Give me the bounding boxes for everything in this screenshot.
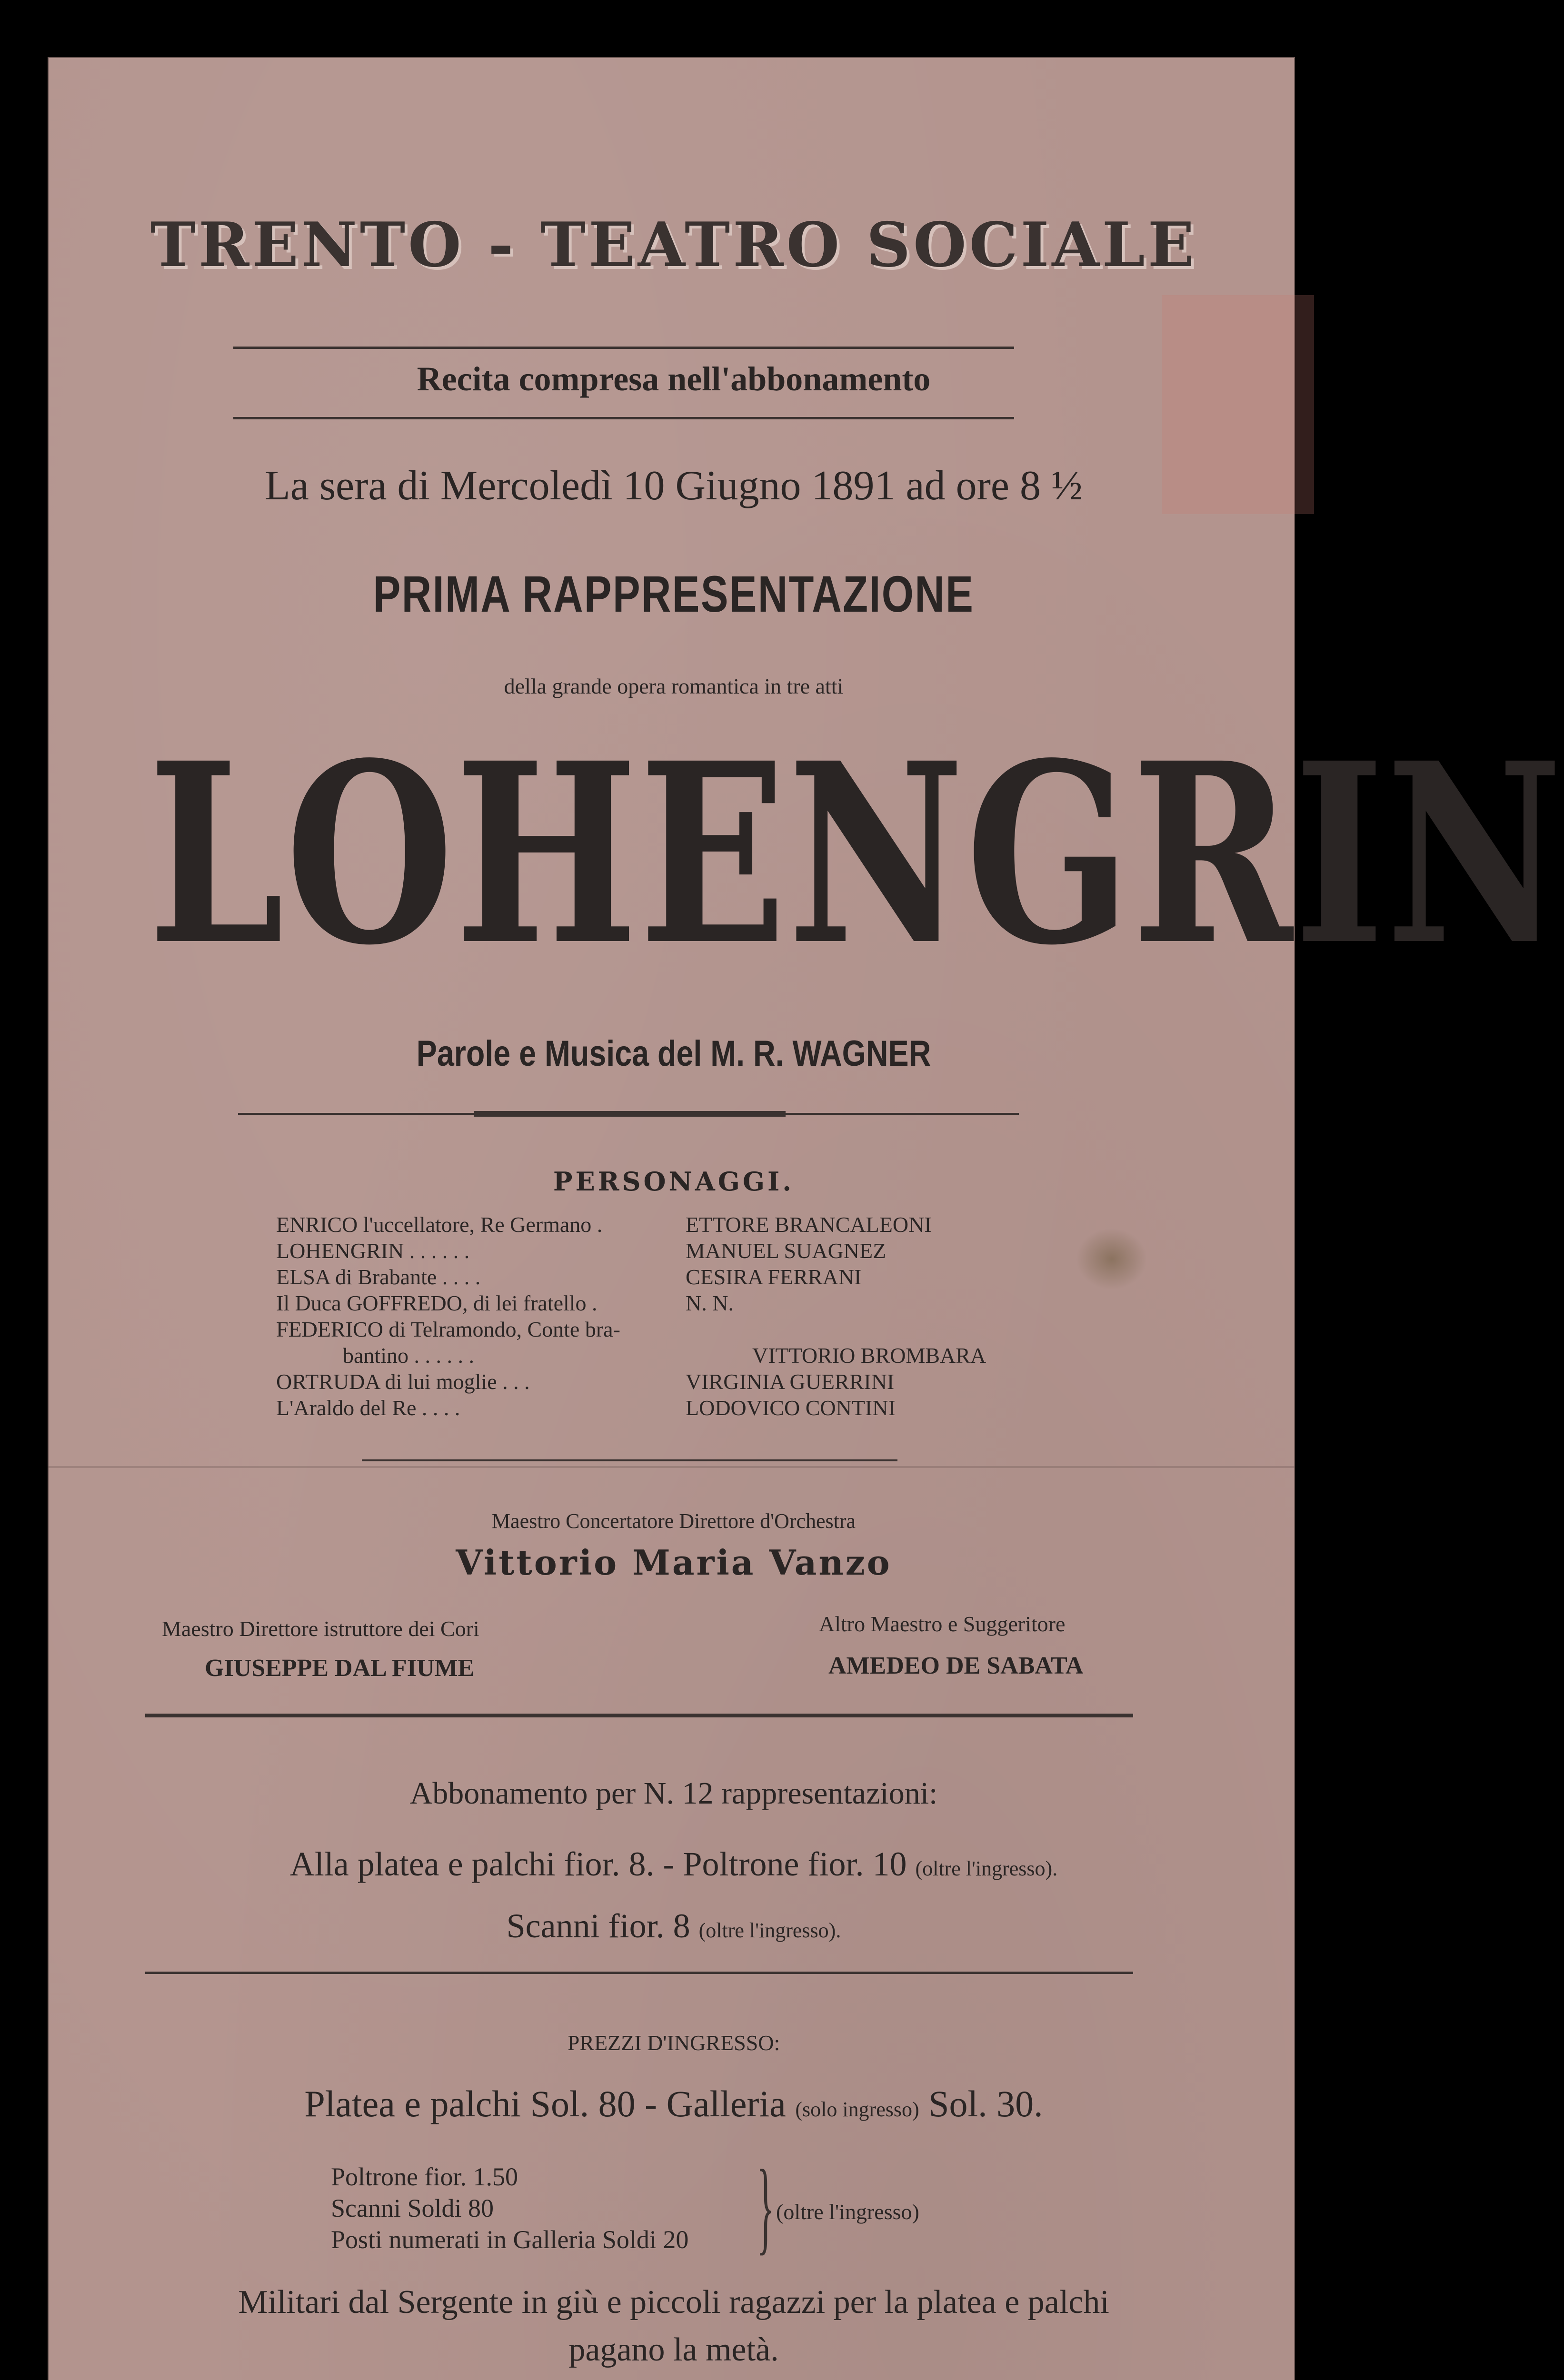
cast-role: ENRICO l'uccellatore, Re Germano . [276,1212,603,1237]
theatre-heading: TRENTO - TEATRO SOCIALE [150,209,1197,281]
cast-actor: CESIRA FERRANI [686,1265,862,1289]
brace-icon: } [757,2148,775,2264]
cast-row [276,1342,1133,1368]
price-item: Scanni Soldi 80 [331,2194,494,2222]
cast-actor: VIRGINIA GUERRINI [686,1369,895,1394]
subscription-line-2-text: Scanni fior. 8 [506,1907,690,1945]
prices-main-b: Sol. 30. [928,2083,1043,2124]
subscription-line-2-note: (oltre l'ingresso). [698,1919,841,1942]
cast-role: Il Duca GOFFREDO, di lei fratello . [276,1291,598,1315]
divider-composer-bold [474,1111,786,1117]
cast-role: ORTRUDA di lui moglie . . . [276,1369,530,1394]
prices-main-note: (solo ingresso) [795,2098,919,2121]
cast-actor: ETTORE BRANCALEONI [686,1212,932,1237]
prices-heading: PREZZI D'INGRESSO: [567,2031,780,2055]
cast-row [276,1395,1133,1421]
cast-actor: LODOVICO CONTINI [686,1396,896,1420]
subscription-note: Recita compresa nell'abbonamento [417,360,931,398]
cast-row [276,1264,1133,1290]
price-list-note: (oltre l'ingresso) [776,2200,919,2224]
divider-top-2 [233,417,1014,419]
fold-crease [48,1466,1295,1468]
cast-row [276,1316,1133,1342]
date-line: La sera di Mercoledì 10 Giugno 1891 ad ore 8 ½ [265,463,1083,509]
chorus-title: Maestro Direttore istruttore dei Cori [162,1616,479,1641]
cast-row [276,1211,1133,1238]
cast-row [276,1238,1133,1264]
opera-description: della grande opera romantica in tre atti [504,674,844,698]
subscription-line-1 [0,1844,1347,1884]
subscription-line-1-note: (oltre l'ingresso). [915,1857,1058,1880]
cast-row [276,1290,1133,1316]
subscription-line-1-text: Alla platea e palchi fior. 8. - Poltrone fior. 10 [289,1845,907,1883]
composer-line: Parole e Musica del M. R. WAGNER [416,1033,931,1074]
premiere-line: PRIMA RAPPRESENTAZIONE [373,565,975,623]
divider-cast [362,1459,897,1461]
cast-actor: N. N. [686,1291,734,1315]
cast-role: FEDERICO di Telramondo, Conte bra- [276,1317,620,1341]
cast-role: L'Araldo del Re . . . . [276,1396,460,1420]
divider-top-1 [233,347,1014,349]
cast-heading: PERSONAGGI. [553,1166,795,1197]
opera-title: LOHENGRIN [148,709,1564,1000]
price-item: Posti numerati in Galleria Soldi 20 [331,2225,689,2254]
cast-list [276,1211,1133,1421]
cast-actor [686,1316,1133,1342]
prices-main [0,2082,1347,2125]
cast-actor: VITTORIO BROMBARA [752,1343,986,1368]
cast-actor: MANUEL SUAGNEZ [686,1239,887,1263]
subscription-heading: Abbonamento per N. 12 rappresentazioni: [409,1776,938,1811]
prompter-title: Altro Maestro e Suggeritore [819,1612,1066,1636]
divider-staff [145,1714,1133,1717]
cast-role: LOHENGRIN . . . . . . [276,1239,470,1263]
subscription-line-2 [0,1906,1347,1946]
price-list [331,2161,688,2255]
conductor-title: Maestro Concertatore Direttore d'Orchestra [491,1509,856,1533]
prompter-name: AMEDEO DE SABATA [828,1652,1084,1679]
cast-row [276,1368,1133,1395]
prices-main-a: Platea e palchi Sol. 80 - Galleria [304,2083,786,2124]
military-line-2: pagano la metà. [568,2331,779,2368]
price-item: Poltrone fior. 1.50 [331,2162,518,2191]
chorus-name: GIUSEPPE DAL FIUME [205,1655,475,1682]
conductor-name: Vittorio Maria Vanzo [456,1542,892,1583]
cast-role: bantino . . . . . . [343,1343,474,1368]
cast-role: ELSA di Brabante . . . . [276,1265,481,1289]
military-line-1: Militari dal Sergente in giù e piccoli ragazzi per la platea e palchi [238,2284,1109,2320]
divider-subscription [145,1972,1133,1974]
